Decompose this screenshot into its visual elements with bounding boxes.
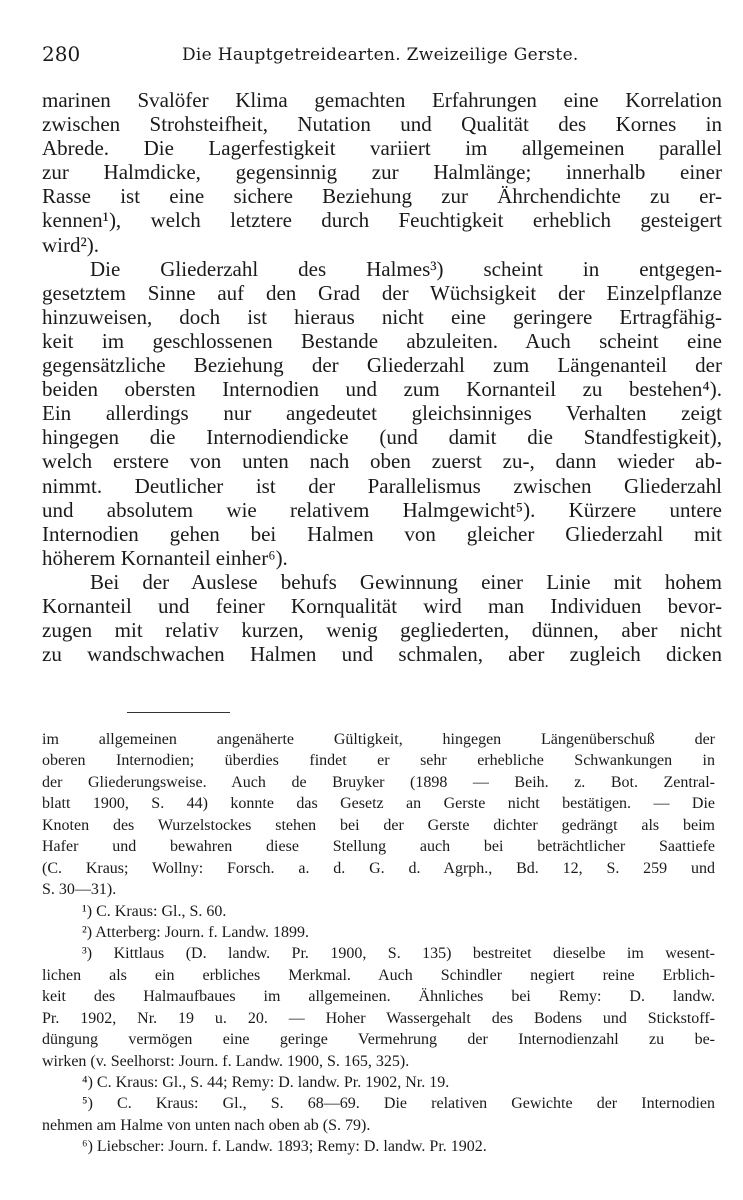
footnote-line: der Gliederungsweise. Auch de Bruyker (1898 — Beih. z. Bot. Zentral- — [42, 773, 715, 791]
text-line: und absolutem wie relativem Halmgewicht⁵). Kürzere untere — [42, 497, 722, 522]
footnote-line: nehmen am Halme von unten nach oben ab (S. 79). — [42, 1116, 371, 1134]
text-line: zugen mit relativ kurzen, wenig gegliederten, dünnen, aber nicht — [42, 618, 722, 643]
footnote-1: ¹) C. Kraus: Gl., S. 60. — [82, 902, 227, 920]
text-line: zwischen Strohsteifheit, Nutation und Qualität des Kornes in — [42, 112, 722, 137]
text-line: hinzuweisen, doch ist hieraus nicht eine geringere Ertragfähig- — [42, 304, 722, 329]
text-line: Ein allerdings nur angedeutet gleichsinniges Verhalten zeigt — [42, 401, 722, 426]
text-line: welch erstere von unten nach oben zuerst zu-, dann wieder ab- — [42, 449, 722, 474]
footnote-line: im allgemeinen angenäherte Gültigkeit, hingegen Längenüberschuß der — [42, 731, 715, 748]
text-line: kennen¹), welch letztere durch Feuchtigkeit erheblich gesteigert — [42, 208, 722, 233]
text-line: keit im geschlossenen Bestande abzuleiten. Auch scheint eine — [42, 328, 722, 353]
text-line: beiden obersten Internodien und zum Kornanteil zu bestehen⁴). — [42, 377, 722, 402]
text-line: marinen Svalöfer Klima gemachten Erfahrungen eine Korrelation — [42, 88, 722, 112]
footnote-6: ⁶) Liebscher: Journ. f. Landw. 1893; Remy: D. landw. Pr. 1902. — [82, 1138, 487, 1156]
text-line: höherem Kornanteil einher⁶). — [42, 545, 288, 570]
main-text — [42, 88, 722, 666]
footnote-4: ⁴) C. Kraus: Gl., S. 44; Remy: D. landw. Pr. 1902, Nr. 19. — [82, 1074, 450, 1091]
text-line: hingegen die Internodiendicke (und damit die Standfestigkeit), — [42, 425, 722, 450]
footnote-line: lichen als ein erbliches Merkmal. Auch Schindler negiert reine Erblich- — [42, 966, 715, 984]
text-line: Bei der Auslese behufs Gewinnung einer Linie mit hohem — [90, 569, 722, 594]
footnotes — [42, 729, 715, 1158]
footnote-line: Knoten des Wurzelstockes stehen bei der Gerste dichter gedrängt als beim — [42, 816, 715, 834]
text-line: gegensätzliche Beziehung der Gliederzahl zum Längenanteil der — [42, 353, 722, 378]
footnote-line: wirken (v. Seelhorst: Journ. f. Landw. 1900, S. 165, 325). — [42, 1052, 410, 1070]
text-line: Rasse ist eine sichere Beziehung zur Ährchendichte zu er- — [42, 184, 722, 209]
text-line: gesetztem Sinne auf den Grad der Wüchsigkeit der Einzelpflanze — [42, 280, 722, 305]
text-line: wird²). — [42, 232, 100, 257]
text-line: Die Gliederzahl des Halmes³) scheint in entgegen- — [90, 256, 722, 281]
footnote-line: S. 30—31). — [42, 881, 117, 899]
footnote-line: düngung vermögen eine geringe Vermehrung der Internodienzahl zu be- — [42, 1031, 715, 1049]
text-line: Internodien gehen bei Halmen von gleicher Gliederzahl mit — [42, 521, 722, 546]
footnote-3: ³) Kittlaus (D. landw. Pr. 1900, S. 135) bestreitet dieselbe im wesent- — [82, 945, 715, 963]
footnote-line: oberen Internodien; überdies findet er sehr erhebliche Schwankungen in — [42, 752, 715, 770]
running-title: Die Hauptgetreidearten. Zweizeilige Gerste. — [182, 45, 579, 65]
footnote-line: Hafer und bewahren diese Stellung auch bei beträchtlicher Saattiefe — [42, 838, 715, 856]
footnote-line: (C. Kraus; Wollny: Forsch. a. d. G. d. Agrph., Bd. 12, S. 259 und — [42, 859, 715, 877]
text-line: Abrede. Die Lagerfestigkeit variiert im allgemeinen parallel — [42, 136, 722, 161]
footnote-separator — [127, 712, 230, 713]
footnote-line: Pr. 1902, Nr. 19 u. 20. — Hoher Wassergehalt des Bodens und Stickstoff- — [42, 1009, 715, 1027]
footnote-2: ²) Atterberg: Journ. f. Landw. 1899. — [82, 923, 309, 941]
footnote-line: blatt 1900, S. 44) konnte das Gesetz an Gerste nicht bestätigen. — Die — [42, 795, 715, 813]
footnote-5: ⁵) C. Kraus: Gl., S. 68—69. Die relativen Gewichte der Internodien — [82, 1095, 715, 1113]
page-number: 280 — [42, 42, 81, 66]
footnote-line: keit des Halmaufbaues im allgemeinen. Ähnliches bei Remy: D. landw. — [42, 988, 715, 1006]
text-line: zur Halmdicke, gegensinnig zur Halmlänge; innerhalb einer — [42, 160, 722, 185]
text-line: nimmt. Deutlicher ist der Parallelismus zwischen Gliederzahl — [42, 473, 722, 498]
text-line: Kornanteil und feiner Kornqualität wird man Individuen bevor- — [42, 593, 722, 618]
text-line: zu wandschwachen Halmen und schmalen, aber zugleich dicken — [42, 642, 722, 667]
